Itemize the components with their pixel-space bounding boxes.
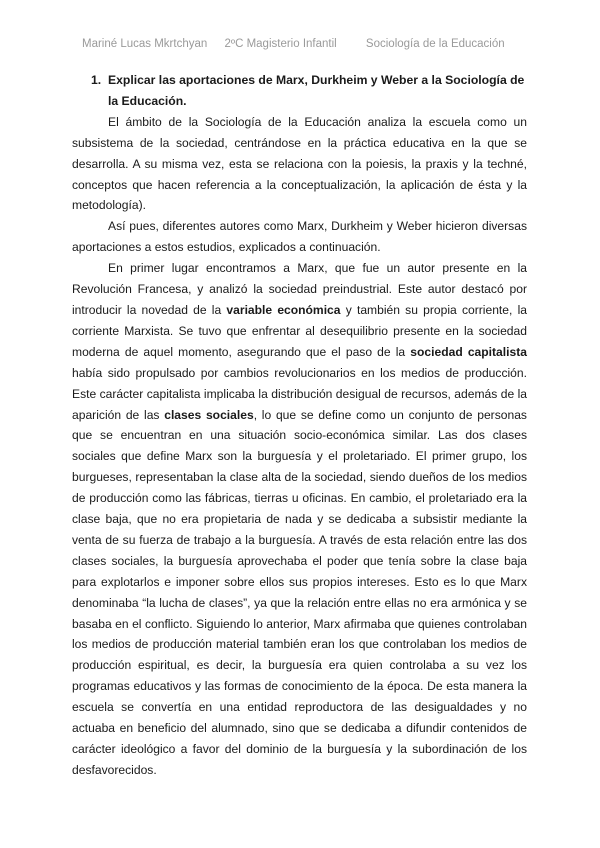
- paragraph-marx: [72, 258, 527, 781]
- section-number: 1.: [91, 73, 102, 87]
- bold-clases-sociales: clases sociales: [164, 407, 254, 422]
- paragraph-intro: El ámbito de la Sociología de la Educación analiza la escuela como un subsistema de la sociedad, centrándose en la práctica educativa en la que se desarrolla. A su misma vez, esta se relaciona con la poiesis, la praxis y la techné, conceptos que hacen referencia a la conceptualización, la aplicación de ésta y la metodología).: [72, 114, 527, 213]
- section-heading: [72, 70, 527, 112]
- header-author: Mariné Lucas Mkrtchyan: [82, 38, 208, 50]
- header-subject: Sociología de la Educación: [365, 38, 505, 50]
- header-course: 2ºC Magisterio Infantil: [224, 38, 337, 50]
- bold-variable-economica: variable económica: [226, 302, 341, 317]
- marx-text-1: En primer lugar encontramos a Marx, que fue un autor presente en la Revolución Francesa, y analizó la sociedad preindustrial. Este autor destacó por introducir la novedad de la: [72, 261, 527, 317]
- section-title: Explicar las aportaciones de Marx, Durkheim y Weber a la Sociología de la Educación.: [108, 73, 525, 108]
- marx-text-3: había sido propulsado por cambios revolucionarios en los medios de producción. Este carácter capitalista implicaba la distribución desigual de recursos, además de la aparición de las: [72, 365, 527, 422]
- marx-text-2: y también su propia corriente, la corriente Marxista. Se tuvo que enfrentar al desequilibrio presente en la sociedad moderna de aquel momento, asegurando que el paso de la: [72, 302, 527, 359]
- bold-sociedad-capitalista: sociedad capitalista: [410, 344, 527, 359]
- marx-text-4: , lo que se define como un conjunto de personas que se encuentran en una situación socio-económica similar. Las dos clases sociales que define Marx son la burguesía y el proletariado. El primer grupo, los burgueses, representaban la clase alta de la sociedad, siendo dueños de los medios de producción como las fábricas, tierras u oficinas. En cambio, el proletariado era la clase baja, que no era propietaria de nada y se dedicaba a subsistir mediante la venta de su fuerza de trabajo a la burguesía. A través de esta relación entre las dos clases sociales, la burguesía aprovechaba el poder que tenía sobre la clase baja para explotarlos e imponer sobre ellos sus propios intereses. Esto es lo que Marx denominaba “la lucha de clases”, ya que la relación entre ellas no era armónica y se basaba en el conflicto. Siguiendo lo anterior, Marx afirmaba que quienes controlaban los medios de producción material también eran los que controlaban los medios de producción espiritual, es decir, la burguesía era quien controlaba a su vez los programas educativos y las formas de conocimiento de la época. De esta manera la escuela se convertía en una entidad reproductora de las desigualdades y no actuaba en beneficio del alumnado, sino que se dedicaba a difundir contenidos de carácter ideológico a favor del dominio de la burguesía y la subordinación de los desfavorecidos.: [72, 407, 527, 777]
- document-body: [72, 70, 527, 781]
- paragraph-authors: Así pues, diferentes autores como Marx, Durkheim y Weber hicieron diversas aportaciones a estos estudios, explicados a continuación.: [72, 219, 527, 255]
- page-header: [82, 38, 522, 50]
